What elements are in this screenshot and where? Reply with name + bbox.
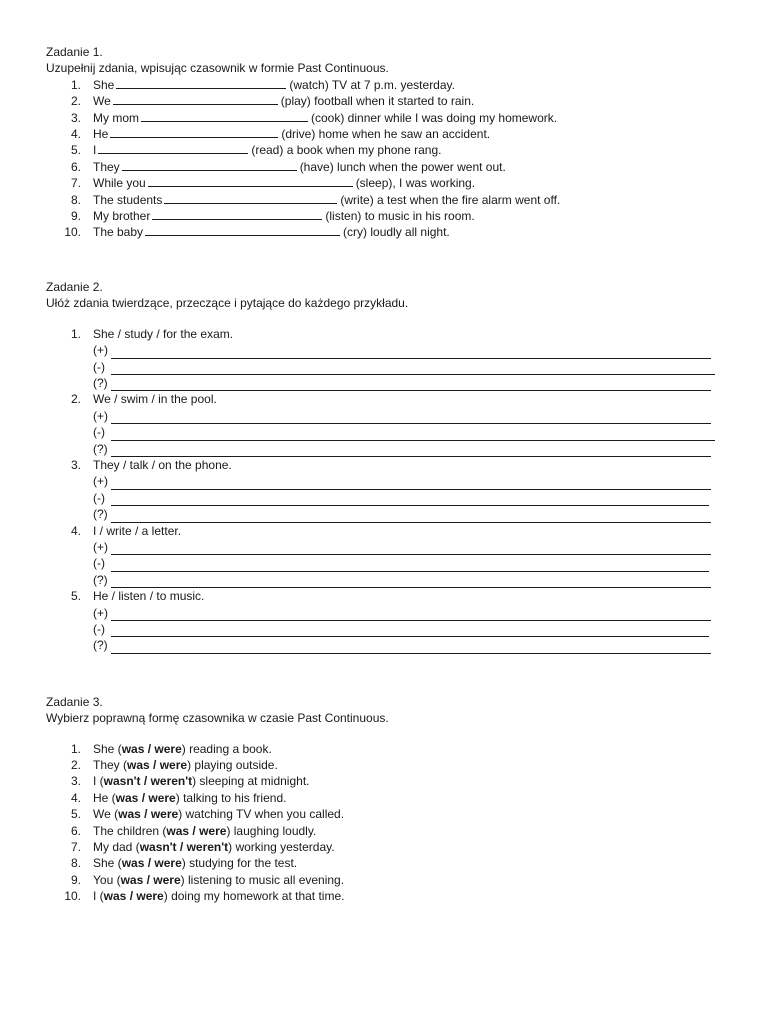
item-text-after: (listen) to music in his room. xyxy=(325,209,475,224)
sign-label: (-) xyxy=(93,556,105,571)
option-1[interactable]: was xyxy=(121,741,145,756)
item-number: 3. xyxy=(70,774,81,789)
exercise-3-title: Zadanie 3. xyxy=(46,694,103,709)
item-text-before: They ( xyxy=(93,758,128,773)
answer-line[interactable] xyxy=(111,576,711,588)
item-number: 2. xyxy=(70,392,81,407)
item-text-after: (watch) TV at 7 p.m. yesterday. xyxy=(289,77,455,92)
option-1[interactable]: was xyxy=(120,872,144,887)
exercise-1-item xyxy=(46,175,726,191)
item-number: 1. xyxy=(70,326,81,341)
item-number: 5. xyxy=(70,143,81,158)
item-text-before: We xyxy=(93,94,111,109)
sign-label: (?) xyxy=(93,572,108,587)
answer-blank[interactable] xyxy=(110,126,278,138)
answer-line[interactable] xyxy=(111,363,715,375)
item-text-after: ) watching TV when you called. xyxy=(178,807,345,822)
option-2[interactable]: were xyxy=(199,823,227,838)
item-text-before: My brother xyxy=(93,209,151,224)
exercise-2-title: Zadanie 2. xyxy=(46,279,103,294)
sign-label: (+) xyxy=(93,343,108,358)
item-text-after: (drive) home when he saw an accident. xyxy=(281,127,491,142)
exercise-1 xyxy=(46,44,726,241)
exercise-3-list xyxy=(46,741,726,905)
item-text-before: The students xyxy=(93,192,163,207)
item-text-before: While you xyxy=(93,176,146,191)
item-number: 10. xyxy=(64,889,81,904)
option-separator: / xyxy=(140,774,151,789)
item-number: 9. xyxy=(70,872,81,887)
item-text-after: (have) lunch when the power went out. xyxy=(299,159,506,174)
exercise-3-instruction: Wybierz poprawną formę czasownika w czasie Past Continuous. xyxy=(46,711,389,726)
item-prompt: He / listen / to music. xyxy=(93,589,205,604)
option-1[interactable]: was xyxy=(121,856,145,871)
item-text-before: He ( xyxy=(93,790,116,805)
item-prompt: We / swim / in the pool. xyxy=(93,392,217,407)
exercise-3-item xyxy=(46,888,726,904)
exercise-2-item xyxy=(46,523,726,539)
item-number: 2. xyxy=(70,758,81,773)
option-2[interactable]: were xyxy=(159,758,188,773)
option-separator: / xyxy=(126,889,137,904)
option-separator: / xyxy=(149,758,160,773)
item-text-after: ) working yesterday. xyxy=(228,840,335,855)
answer-line[interactable] xyxy=(111,494,709,506)
answer-blank[interactable] xyxy=(145,224,340,236)
option-2[interactable]: were xyxy=(153,872,181,887)
item-text-after: (cry) loudly all night. xyxy=(343,225,450,240)
item-prompt: She / study / for the exam. xyxy=(93,326,234,341)
item-number: 1. xyxy=(70,741,81,756)
exercise-2-instruction: Ułóż zdania twierdzące, przeczące i pytające do każdego przykładu. xyxy=(46,296,409,311)
exercise-1-item xyxy=(46,110,726,126)
exercise-1-item xyxy=(46,142,726,158)
item-text-before: The baby xyxy=(93,225,144,240)
sign-label: (?) xyxy=(93,441,108,456)
item-number: 5. xyxy=(70,589,81,604)
exercise-3 xyxy=(46,694,726,905)
option-2[interactable]: were xyxy=(148,790,176,805)
item-text-after: ) talking to his friend. xyxy=(175,790,287,805)
option-1[interactable]: wasn't xyxy=(103,774,141,789)
answer-line[interactable] xyxy=(111,347,711,359)
exercise-1-item xyxy=(46,224,726,240)
exercise-3-item xyxy=(46,806,726,822)
answer-line[interactable] xyxy=(111,609,711,621)
item-text-before: The children ( xyxy=(93,823,167,838)
answer-line[interactable] xyxy=(111,412,711,424)
exercise-3-item xyxy=(46,855,726,871)
item-text-after: (write) a test when the fire alarm went off. xyxy=(340,192,561,207)
exercise-3-item xyxy=(46,757,726,773)
item-text-before: I ( xyxy=(93,889,104,904)
answer-row-question xyxy=(46,637,726,653)
option-1[interactable]: was xyxy=(166,823,190,838)
sign-label: (?) xyxy=(93,638,108,653)
item-number: 4. xyxy=(70,790,81,805)
answer-row-minus xyxy=(46,555,726,571)
exercise-3-item xyxy=(46,790,726,806)
exercise-3-item xyxy=(46,823,726,839)
answer-line[interactable] xyxy=(111,511,711,523)
exercise-3-item xyxy=(46,872,726,888)
option-separator: / xyxy=(189,823,200,838)
item-number: 5. xyxy=(70,807,81,822)
answer-row-plus xyxy=(46,342,726,358)
answer-blank[interactable] xyxy=(152,208,322,220)
answer-blank[interactable] xyxy=(113,93,278,105)
sign-label: (+) xyxy=(93,539,108,554)
exercise-3-item xyxy=(46,741,726,757)
sign-label: (-) xyxy=(93,490,105,505)
option-1[interactable]: was xyxy=(127,758,150,773)
item-number: 1. xyxy=(70,77,81,92)
item-text-after: ) playing outside. xyxy=(187,758,278,773)
exercise-2-item xyxy=(46,391,726,407)
exercise-3-item xyxy=(46,839,726,855)
item-text-before: She ( xyxy=(93,741,122,756)
answer-line[interactable] xyxy=(111,642,711,654)
item-number: 3. xyxy=(70,110,81,125)
exercise-2-item xyxy=(46,588,726,604)
sign-label: (+) xyxy=(93,605,108,620)
answer-blank[interactable] xyxy=(148,175,353,187)
item-number: 4. xyxy=(70,523,81,538)
sign-label: (-) xyxy=(93,359,105,374)
item-text-before: My mom xyxy=(93,110,139,125)
exercise-2-item xyxy=(46,457,726,473)
answer-row-plus xyxy=(46,605,726,621)
answer-row-plus xyxy=(46,408,726,424)
sign-label: (?) xyxy=(93,507,108,522)
answer-line[interactable] xyxy=(111,560,709,572)
answer-row-plus xyxy=(46,473,726,489)
option-1[interactable]: was xyxy=(115,790,139,805)
option-separator: / xyxy=(140,807,151,822)
answer-blank[interactable] xyxy=(116,77,286,89)
answer-row-minus xyxy=(46,490,726,506)
item-text-before: She ( xyxy=(93,856,122,871)
answer-row-minus xyxy=(46,424,726,440)
option-separator: / xyxy=(143,872,154,887)
item-number: 8. xyxy=(70,856,81,871)
item-number: 7. xyxy=(70,176,81,191)
option-1[interactable]: wasn't xyxy=(139,840,177,855)
answer-row-question xyxy=(46,441,726,457)
answer-blank[interactable] xyxy=(164,192,337,204)
item-text-after: ) sleeping at midnight. xyxy=(192,774,310,789)
item-text-after: (read) a book when my phone rang. xyxy=(251,143,442,158)
exercise-1-item xyxy=(46,159,726,175)
option-2[interactable]: weren't xyxy=(150,774,193,789)
option-2[interactable]: were xyxy=(136,889,164,904)
item-text-before: You ( xyxy=(93,872,121,887)
exercise-1-instruction: Uzupełnij zdania, wpisując czasownik w formie Past Continuous. xyxy=(46,61,389,76)
sign-label: (+) xyxy=(93,474,108,489)
exercise-1-item xyxy=(46,93,726,109)
item-text-after: ) reading a book. xyxy=(181,741,272,756)
exercise-3-item xyxy=(46,773,726,789)
item-number: 9. xyxy=(70,209,81,224)
item-text-before: I ( xyxy=(93,774,104,789)
item-text-before: We ( xyxy=(93,807,119,822)
option-separator: / xyxy=(144,741,155,756)
worksheet-page xyxy=(46,44,726,905)
exercise-2-list xyxy=(46,326,726,654)
answer-row-question xyxy=(46,506,726,522)
option-separator: / xyxy=(144,856,155,871)
item-text-after: (sleep), I was working. xyxy=(355,176,476,191)
option-2[interactable]: were xyxy=(154,741,182,756)
item-prompt: I / write / a letter. xyxy=(93,523,182,538)
answer-blank[interactable] xyxy=(98,142,248,154)
option-1[interactable]: was xyxy=(103,889,127,904)
sign-label: (?) xyxy=(93,375,108,390)
option-1[interactable]: was xyxy=(118,807,141,822)
answer-blank[interactable] xyxy=(141,110,308,122)
item-text-before: She xyxy=(93,77,115,92)
sign-label: (-) xyxy=(93,425,105,440)
option-2[interactable]: were xyxy=(154,856,182,871)
answer-blank[interactable] xyxy=(122,159,297,171)
answer-row-minus xyxy=(46,359,726,375)
item-number: 2. xyxy=(70,94,81,109)
exercise-1-item xyxy=(46,192,726,208)
option-separator: / xyxy=(138,790,149,805)
item-text-before: My dad ( xyxy=(93,840,140,855)
sign-label: (+) xyxy=(93,408,108,423)
exercise-1-item xyxy=(46,126,726,142)
option-separator: / xyxy=(176,840,187,855)
item-number: 6. xyxy=(70,159,81,174)
exercise-1-item xyxy=(46,208,726,224)
option-2[interactable]: weren't xyxy=(186,840,229,855)
answer-row-minus xyxy=(46,621,726,637)
item-text-after: ) doing my homework at that time. xyxy=(163,889,345,904)
item-text-after: ) studying for the test. xyxy=(181,856,298,871)
item-text-after: ) listening to music all evening. xyxy=(180,872,345,887)
answer-row-question xyxy=(46,572,726,588)
item-text-after: ) laughing loudly. xyxy=(226,823,317,838)
answer-line[interactable] xyxy=(111,543,711,555)
item-prompt: They / talk / on the phone. xyxy=(93,457,232,472)
item-text-after: (cook) dinner while I was doing my homework. xyxy=(311,110,558,125)
sign-label: (-) xyxy=(93,622,105,636)
item-number: 8. xyxy=(70,192,81,207)
item-number: 3. xyxy=(70,457,81,472)
item-text-before: They xyxy=(93,159,120,174)
item-text-before: I xyxy=(93,143,97,158)
answer-line[interactable] xyxy=(111,429,715,441)
exercise-1-item xyxy=(46,77,726,93)
exercise-1-title: Zadanie 1. xyxy=(46,45,103,59)
exercise-2-item xyxy=(46,326,726,342)
option-2[interactable]: were xyxy=(150,807,179,822)
exercise-1-list xyxy=(46,77,726,241)
item-number: 6. xyxy=(70,823,81,838)
item-number: 10. xyxy=(64,225,81,240)
item-number: 4. xyxy=(70,127,81,142)
answer-line[interactable] xyxy=(111,445,711,457)
item-number: 7. xyxy=(70,840,81,855)
answer-line[interactable] xyxy=(111,478,711,490)
item-text-after: (play) football when it started to rain. xyxy=(280,94,475,109)
exercise-2 xyxy=(46,279,726,654)
answer-line[interactable] xyxy=(111,625,709,637)
answer-row-question xyxy=(46,375,726,391)
item-text-before: He xyxy=(93,127,109,142)
answer-row-plus xyxy=(46,539,726,555)
answer-line[interactable] xyxy=(111,379,711,391)
